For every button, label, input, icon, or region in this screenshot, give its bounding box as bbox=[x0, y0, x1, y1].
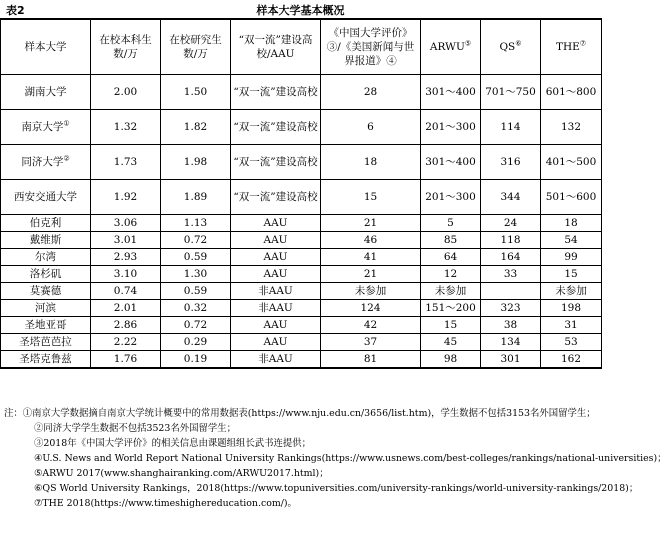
cell-qs: 164 bbox=[481, 249, 541, 266]
cell-qs: 344 bbox=[481, 180, 541, 215]
cell-grad: 1.30 bbox=[161, 266, 231, 283]
col-header-university: 样本大学 bbox=[1, 19, 91, 75]
note-5: ⑤ARWU 2017(www.shanghairanking.com/ARWU2017.html)； bbox=[34, 468, 329, 479]
note-3: ③2018年《中国大学评价》的相关信息由课题组组长武书连提供； bbox=[34, 438, 311, 449]
table-row bbox=[1, 266, 602, 283]
cell-cn-us: 未参加 bbox=[321, 283, 421, 300]
cell-arwu: 15 bbox=[421, 317, 481, 334]
cell-undergrad: 1.92 bbox=[91, 180, 161, 215]
cell-undergrad: 2.00 bbox=[91, 75, 161, 110]
table-row bbox=[1, 145, 602, 180]
table-number: 表2 bbox=[6, 4, 25, 17]
cell-type: AAU bbox=[231, 215, 321, 232]
cell-university: 湖南大学 bbox=[1, 75, 91, 110]
cell-the: 54 bbox=[541, 232, 602, 249]
cell-cn-us: 21 bbox=[321, 266, 421, 283]
col-header-type: “双一流”建设高校/AAU bbox=[231, 19, 321, 75]
cell-the: 未参加 bbox=[541, 283, 602, 300]
cell-arwu: 98 bbox=[421, 351, 481, 369]
cell-the: 18 bbox=[541, 215, 602, 232]
cell-qs: 701～750 bbox=[481, 75, 541, 110]
cell-arwu: 未参加 bbox=[421, 283, 481, 300]
cell-undergrad: 2.93 bbox=[91, 249, 161, 266]
table-row bbox=[1, 300, 602, 317]
cell-cn-us: 81 bbox=[321, 351, 421, 369]
cell-grad: 0.72 bbox=[161, 232, 231, 249]
cell-arwu: 45 bbox=[421, 334, 481, 351]
col-header-grad: 在校研究生数/万 bbox=[161, 19, 231, 75]
cell-cn-us: 124 bbox=[321, 300, 421, 317]
table-caption bbox=[0, 2, 601, 18]
table-row bbox=[1, 232, 602, 249]
cell-cn-us: 18 bbox=[321, 145, 421, 180]
cell-grad: 0.72 bbox=[161, 317, 231, 334]
cell-cn-us: 46 bbox=[321, 232, 421, 249]
cell-undergrad: 1.76 bbox=[91, 351, 161, 369]
cell-university: 尔湾 bbox=[1, 249, 91, 266]
cell-the: 198 bbox=[541, 300, 602, 317]
table-body bbox=[1, 75, 602, 369]
cell-type: 非AAU bbox=[231, 351, 321, 369]
cell-the: 401～500 bbox=[541, 145, 602, 180]
cell-grad: 0.19 bbox=[161, 351, 231, 369]
cell-the: 601～800 bbox=[541, 75, 602, 110]
cell-arwu: 301～400 bbox=[421, 75, 481, 110]
cell-the: 501～600 bbox=[541, 180, 602, 215]
cell-type: AAU bbox=[231, 334, 321, 351]
cell-cn-us: 28 bbox=[321, 75, 421, 110]
cell-university: 河滨 bbox=[1, 300, 91, 317]
cell-type: “双一流”建设高校 bbox=[231, 180, 321, 215]
cell-type: 非AAU bbox=[231, 300, 321, 317]
cell-the: 15 bbox=[541, 266, 602, 283]
table-row bbox=[1, 180, 602, 215]
cell-cn-us: 41 bbox=[321, 249, 421, 266]
university-table bbox=[0, 18, 602, 369]
cell-university: 洛杉矶 bbox=[1, 266, 91, 283]
cell-grad: 1.98 bbox=[161, 145, 231, 180]
cell-cn-us: 15 bbox=[321, 180, 421, 215]
cell-undergrad: 0.74 bbox=[91, 283, 161, 300]
cell-qs: 301 bbox=[481, 351, 541, 369]
cell-undergrad: 3.06 bbox=[91, 215, 161, 232]
cell-undergrad: 3.01 bbox=[91, 232, 161, 249]
table-row bbox=[1, 249, 602, 266]
cell-arwu: 5 bbox=[421, 215, 481, 232]
cell-undergrad: 3.10 bbox=[91, 266, 161, 283]
cell-the: 31 bbox=[541, 317, 602, 334]
note-4: ④U.S. News and World Report National University Rankings(https://www.usnews.com/best-colleges/rankings/national-universities)； bbox=[34, 453, 667, 464]
table-row bbox=[1, 75, 602, 110]
cell-type: AAU bbox=[231, 266, 321, 283]
cell-arwu: 151～200 bbox=[421, 300, 481, 317]
cell-university: 莫赛德 bbox=[1, 283, 91, 300]
note-1: 注：①南京大学数据摘自南京大学统计概要中的常用数据表(https://www.nju.edu.cn/3656/list.htm)，学生数据不包括3153名外国留学生； bbox=[4, 408, 596, 419]
table-row bbox=[1, 110, 602, 145]
cell-cn-us: 6 bbox=[321, 110, 421, 145]
cell-the: 162 bbox=[541, 351, 602, 369]
cell-type: AAU bbox=[231, 249, 321, 266]
cell-type: AAU bbox=[231, 232, 321, 249]
cell-qs: 24 bbox=[481, 215, 541, 232]
cell-arwu: 201～300 bbox=[421, 180, 481, 215]
cell-qs: 38 bbox=[481, 317, 541, 334]
cell-arwu: 201～300 bbox=[421, 110, 481, 145]
cell-university: 圣塔克鲁兹 bbox=[1, 351, 91, 369]
cell-the: 132 bbox=[541, 110, 602, 145]
cell-undergrad: 1.73 bbox=[91, 145, 161, 180]
col-header-the: THE⑦ bbox=[541, 19, 602, 75]
cell-grad: 0.59 bbox=[161, 249, 231, 266]
cell-undergrad: 2.01 bbox=[91, 300, 161, 317]
cell-arwu: 301～400 bbox=[421, 145, 481, 180]
cell-type: “双一流”建设高校 bbox=[231, 75, 321, 110]
cell-arwu: 85 bbox=[421, 232, 481, 249]
cell-qs: 114 bbox=[481, 110, 541, 145]
cell-university: 伯克利 bbox=[1, 215, 91, 232]
cell-the: 53 bbox=[541, 334, 602, 351]
cell-qs: 316 bbox=[481, 145, 541, 180]
note-7: ⑦THE 2018(https://www.timeshighereducation.com/)。 bbox=[34, 498, 297, 509]
cell-cn-us: 21 bbox=[321, 215, 421, 232]
table-row bbox=[1, 215, 602, 232]
cell-university: 南京大学① bbox=[1, 110, 91, 145]
cell-type: “双一流”建设高校 bbox=[231, 145, 321, 180]
cell-cn-us: 37 bbox=[321, 334, 421, 351]
note-2: ②同济大学学生数据不包括3523名外国留学生； bbox=[34, 423, 236, 434]
cell-type: 非AAU bbox=[231, 283, 321, 300]
cell-university: 圣地亚哥 bbox=[1, 317, 91, 334]
cell-university: 西安交通大学 bbox=[1, 180, 91, 215]
cell-qs: 33 bbox=[481, 266, 541, 283]
cell-university: 圣塔芭芭拉 bbox=[1, 334, 91, 351]
cell-qs bbox=[481, 283, 541, 300]
cell-the: 99 bbox=[541, 249, 602, 266]
table-row bbox=[1, 351, 602, 369]
col-header-cn-us-rank: 《中国大学评价》③/《美国新闻与世界报道》④ bbox=[321, 19, 421, 75]
cell-grad: 0.32 bbox=[161, 300, 231, 317]
col-header-undergrad: 在校本科生数/万 bbox=[91, 19, 161, 75]
cell-undergrad: 2.22 bbox=[91, 334, 161, 351]
cell-cn-us: 42 bbox=[321, 317, 421, 334]
table-notes bbox=[0, 406, 667, 511]
cell-grad: 1.89 bbox=[161, 180, 231, 215]
cell-university: 戴维斯 bbox=[1, 232, 91, 249]
cell-grad: 1.13 bbox=[161, 215, 231, 232]
cell-qs: 118 bbox=[481, 232, 541, 249]
table-row bbox=[1, 317, 602, 334]
table-title: 样本大学基本概况 bbox=[256, 4, 345, 17]
cell-type: “双一流”建设高校 bbox=[231, 110, 321, 145]
note-6: ⑥QS World University Rankings，2018(https://www.topuniversities.com/university-rankings/world-university-rankings/2018)； bbox=[34, 483, 639, 494]
table-row bbox=[1, 283, 602, 300]
cell-grad: 1.82 bbox=[161, 110, 231, 145]
cell-university: 同济大学② bbox=[1, 145, 91, 180]
cell-grad: 1.50 bbox=[161, 75, 231, 110]
cell-undergrad: 2.86 bbox=[91, 317, 161, 334]
cell-grad: 0.59 bbox=[161, 283, 231, 300]
cell-undergrad: 1.32 bbox=[91, 110, 161, 145]
table-row bbox=[1, 334, 602, 351]
cell-arwu: 64 bbox=[421, 249, 481, 266]
cell-qs: 134 bbox=[481, 334, 541, 351]
cell-arwu: 12 bbox=[421, 266, 481, 283]
cell-grad: 0.29 bbox=[161, 334, 231, 351]
col-header-qs: QS⑥ bbox=[481, 19, 541, 75]
cell-type: AAU bbox=[231, 317, 321, 334]
cell-qs: 323 bbox=[481, 300, 541, 317]
col-header-arwu: ARWU⑤ bbox=[421, 19, 481, 75]
header-row bbox=[1, 19, 602, 75]
